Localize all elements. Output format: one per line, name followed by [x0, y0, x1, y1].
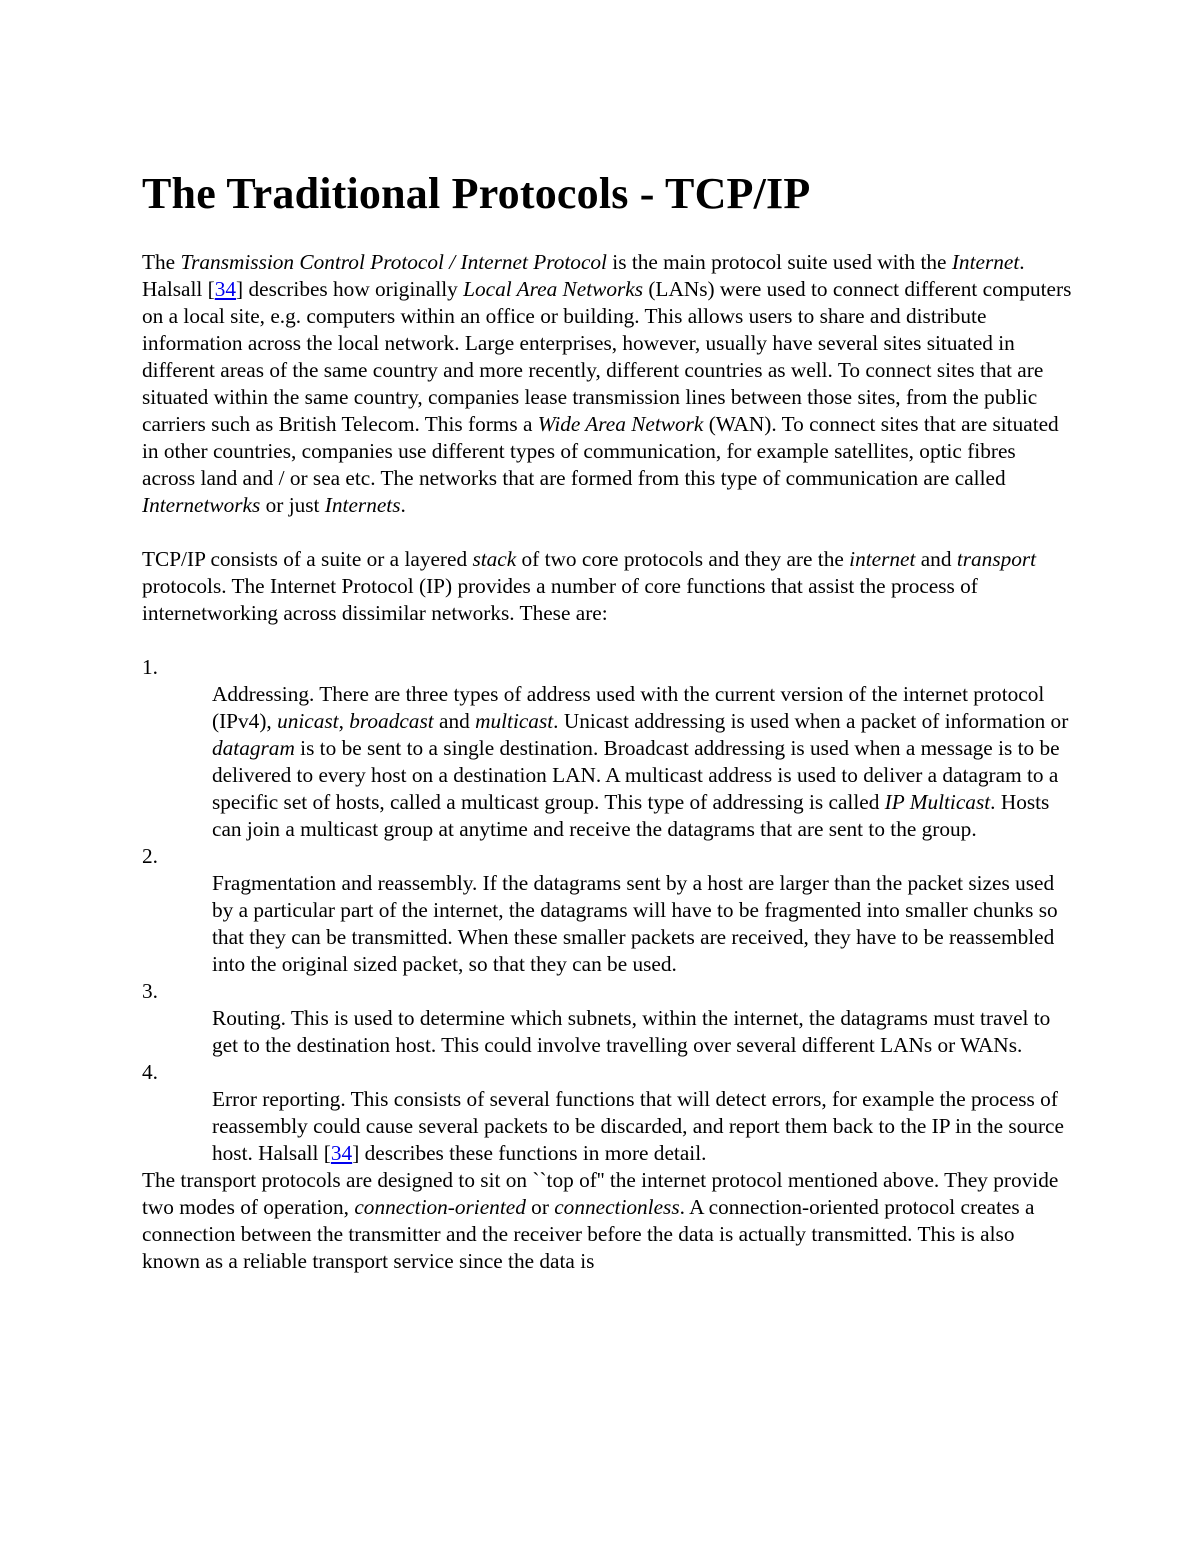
core-functions-list [142, 654, 1072, 1167]
text-run: (WAN). To connect sites that are situated in other countries, companies use different types of communication, for example satellites, optic fibres across land and / or sea etc. The networks that are formed from this type of communication are called [142, 411, 1059, 490]
term-internet: Internet [951, 249, 1020, 274]
term-wan: Wide Area Network [537, 411, 704, 436]
term-ip-multicast: IP Multicast [884, 789, 991, 814]
list-number: 2. [142, 843, 158, 868]
term-transport: transport [956, 546, 1037, 571]
text-run: or [525, 1194, 555, 1219]
text-run: The [142, 249, 181, 274]
term-tcpip-full: Transmission Control Protocol / Internet Protocol [180, 249, 607, 274]
text-run: protocols. The Internet Protocol (IP) provides a number of core functions that assist the process of internetworking across dissimilar networks. These are: [142, 573, 978, 625]
list-item-fragmentation [142, 843, 1072, 978]
list-item-text [142, 1086, 1072, 1167]
term-internetworks: Internetworks [142, 492, 261, 517]
term-connectionless: connectionless [554, 1194, 680, 1219]
text-run: or just [260, 492, 325, 517]
term-broadcast: broadcast [349, 708, 434, 733]
text-run: , [338, 708, 350, 733]
text-run: The transport protocols are designed to sit on ``top of'' the internet protocol mentioned above. They provide two modes of operation, [142, 1167, 1059, 1219]
text-run: . Unicast addressing is used when a packet of information or [553, 708, 1069, 733]
list-item-text [142, 681, 1072, 843]
list-item-text: Fragmentation and reassembly. If the datagrams sent by a host are larger than the packet sizes used by a particular part of the internet, the datagrams will have to be fragmented into smaller chunks so that they can be transmitted. When these smaller packets are received, they have to be reassembled into the original sized packet, so that they can be used. [212, 870, 1058, 976]
text-run: and [433, 708, 476, 733]
text-run: of two core protocols and they are the [516, 546, 850, 571]
document-page [142, 168, 1072, 1275]
text-run: is to be sent to a single destination. Broadcast addressing is used when a message is to be delivered to every host on a destination LAN. A multicast address is used to deliver a datagram to a specific set of hosts, called a multicast group. This type of addressing is called [212, 735, 1060, 814]
term-unicast: unicast [277, 708, 339, 733]
text-run: and [915, 546, 957, 571]
list-number: 1. [142, 654, 158, 679]
term-lan: Local Area Networks [463, 276, 644, 301]
list-item-error-reporting [142, 1059, 1072, 1167]
list-item-routing [142, 978, 1072, 1059]
text-run: Addressing. There are three types of address used with the current version of the internet protocol (IPv4), [212, 681, 1045, 733]
text-run: (LANs) were used to connect different computers on a local site, e.g. computers within an office or building. This allows users to share and distribute information across the local network. Large enterprises, however, usually have several sites situated in different areas of the same country and more recently, different countries as well. To connect sites that are situated within the same country, companies lease transmission lines between those sites, from the public carriers such as British Telecom. This forms a [142, 276, 1072, 436]
term-multicast: multicast [475, 708, 554, 733]
term-connection-oriented: connection-oriented [354, 1194, 526, 1219]
term-internet-protocol: internet [849, 546, 916, 571]
page-title: The Traditional Protocols - TCP/IP [142, 169, 811, 218]
citation-link-34[interactable]: 34 [330, 1140, 353, 1165]
text-run: Error reporting. This consists of several functions that will detect errors, for example the process of reassembly could cause several packets to be discarded, and report them back to the IP in the source host. Halsall [ [212, 1086, 1064, 1165]
list-item-text: Routing. This is used to determine which subnets, within the internet, the datagrams must travel to get to the destination host. This could involve travelling over several different LANs or WANs. [212, 1005, 1051, 1057]
text-run: is the main protocol suite used with the [606, 249, 952, 274]
term-internets: Internets [324, 492, 401, 517]
intro-paragraph [142, 249, 1072, 519]
text-run: . Halsall [ [142, 249, 1025, 301]
term-stack: stack [472, 546, 517, 571]
list-number: 4. [142, 1059, 158, 1084]
list-item-addressing [142, 654, 1072, 843]
tcpip-paragraph [142, 546, 1072, 627]
text-run: . A connection-oriented protocol creates a connection between the transmitter and the receiver before the data is actually transmitted. This is also known as a reliable transport service since the data is [142, 1194, 1035, 1273]
text-run: ] describes how originally [236, 276, 464, 301]
term-datagram: datagram [212, 735, 295, 760]
text-run: . [400, 492, 406, 517]
list-number: 3. [142, 978, 158, 1003]
text-run: . Hosts can join a multicast group at anytime and receive the datagrams that are sent to the group. [212, 789, 1050, 841]
citation-link-34[interactable]: 34 [214, 276, 237, 301]
text-run: ] describes these functions in more detail. [352, 1140, 707, 1165]
text-run: TCP/IP consists of a suite or a layered [142, 546, 473, 571]
transport-paragraph [142, 1167, 1072, 1275]
